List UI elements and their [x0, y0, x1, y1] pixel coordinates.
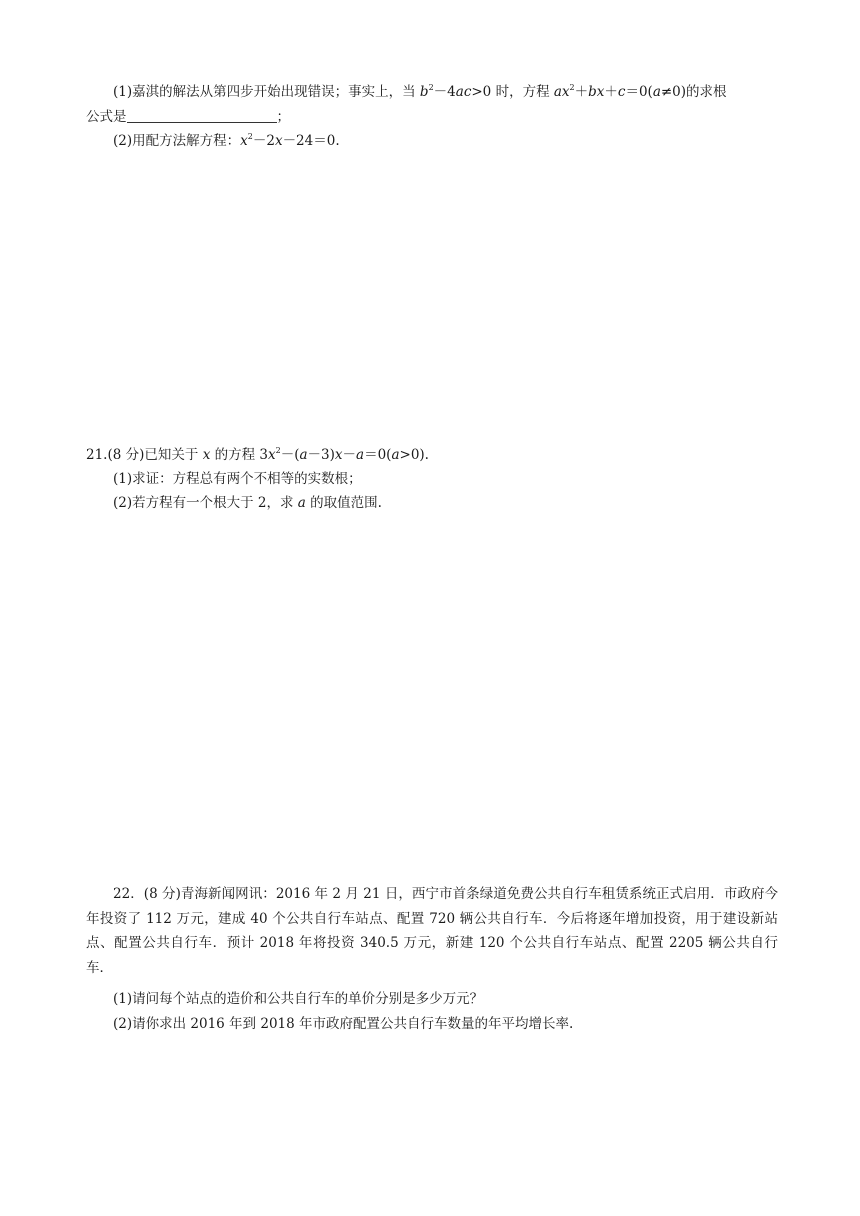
q20-part1-line1: (1)嘉淇的解法从第四步开始出现错误；事实上，当 $b^2-4ac>0$ 时，方程 $ax^2+bx+c=0(a\ne 0)$的求根	[113, 83, 727, 100]
q20-part1-text: (1)嘉淇的解法从第四步开始出现错误；事实上，当	[113, 84, 420, 100]
q20-part2: (2)用配方法解方程：$x^2-2x-24=0$.	[113, 132, 340, 149]
q21-part1: (1)求证：方程总有两个不相等的实数根；	[113, 471, 362, 487]
q22-part2: (2)请你求出 2016 年到 2018 年市政府配置公共自行车数量的年平均增长率.	[113, 1016, 574, 1032]
q21-stem: 21.(8 分)已知关于 x 的方程 $3x^2-(a-3)x-a=0(a>0)$.	[86, 446, 429, 463]
q20-part1-line2: 公式是 ；	[86, 109, 290, 125]
q22-stem: 22．(8 分)青海新闻网讯：2016 年 2 月 21 日，西宁市首条绿道免费公共自行车租赁系统正式启用．市政府今年投资了 112 万元，建成 40 个公共自行车站点、配置 720 辆公共自行车．今后将逐年增加投资，用于建设新站点、配置公共自行车．预计 2018 年将投资 340.5 万元，新建 120 个公共自行车站点、配置 2205 辆公共自行车．	[86, 886, 778, 976]
answer-blank[interactable]	[127, 107, 277, 123]
q21-part2: (2)若方程有一个根大于 2，求 a 的取值范围.	[113, 495, 382, 511]
q22-part1: (1)请问每个站点的造价和公共自行车的单价分别是多少万元？	[113, 991, 484, 1007]
